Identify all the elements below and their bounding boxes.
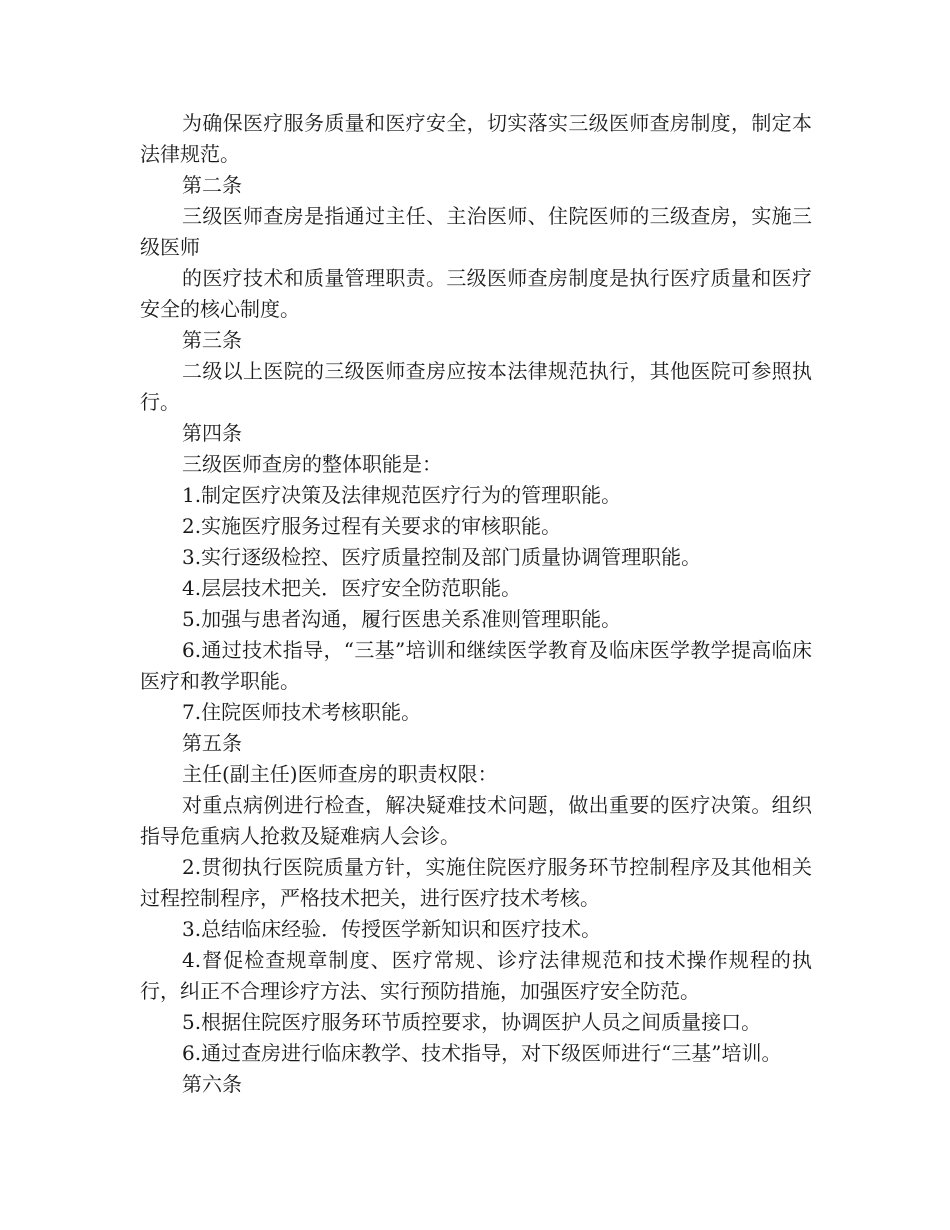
list-item: 5.加强与患者沟通，履行医患关系准则管理职能。	[182, 607, 622, 631]
list-item: 2.贯彻执行医院质量方针，实施住院医疗服务环节控制程序及其他相关过程控制程序，严格技术把关，进行医疗技术考核。	[140, 855, 812, 910]
list-item: 4.督促检查规章制度、医疗常规、诊疗法律规范和技术操作规程的执行，纠正不合理诊疗方法、实行预防措施，加强医疗安全防范。	[140, 948, 812, 1003]
list-item: 2.实施医疗服务过程有关要求的审核职能。	[182, 514, 562, 538]
list-item: 5.根据住院医疗服务环节质控要求，协调医护人员之间质量接口。	[182, 1010, 762, 1034]
document-body	[140, 108, 812, 1100]
article-heading-2: 第二条	[182, 173, 242, 197]
list-item: 4.层层技术把关．医疗安全防范职能。	[182, 576, 522, 600]
paragraph-duties-intro: 主任(副主任)医师查房的职责权限：	[182, 762, 498, 786]
paragraph-definition: 三级医师查房是指通过主任、主治医师、住院医师的三级查房，实施三级医师	[140, 204, 812, 259]
paragraph-functions-intro: 三级医师查房的整体职能是：	[182, 452, 442, 476]
paragraph-intro: 为确保医疗服务质量和医疗安全，切实落实三级医师查房制度，制定本法律规范。	[140, 111, 812, 166]
list-item: 3.实行逐级检控、医疗质量控制及部门质量协调管理职能。	[182, 545, 702, 569]
paragraph-scope: 二级以上医院的三级医师查房应按本法律规范执行，其他医院可参照执行。	[140, 359, 812, 414]
paragraph-definition-cont: 的医疗技术和质量管理职责。三级医师查房制度是执行医疗质量和医疗安全的核心制度。	[140, 266, 812, 321]
list-item: 对重点病例进行检查，解决疑难技术问题，做出重要的医疗决策。组织指导危重病人抢救及疑难病人会诊。	[140, 793, 812, 848]
list-item: 7.住院医师技术考核职能。	[182, 700, 422, 724]
article-heading-3: 第三条	[182, 328, 242, 352]
list-item: 3.总结临床经验．传授医学新知识和医疗技术。	[182, 917, 602, 941]
article-heading-6: 第六条	[182, 1072, 242, 1096]
article-heading-4: 第四条	[182, 421, 242, 445]
list-item: 1.制定医疗决策及法律规范医疗行为的管理职能。	[182, 483, 622, 507]
list-item: 6.通过技术指导，“三基”培训和继续医学教育及临床医学教学提高临床医疗和教学职能。	[140, 638, 812, 693]
list-item: 6.通过查房进行临床教学、技术指导，对下级医师进行“三基”培训。	[182, 1041, 782, 1065]
article-heading-5: 第五条	[182, 731, 242, 755]
